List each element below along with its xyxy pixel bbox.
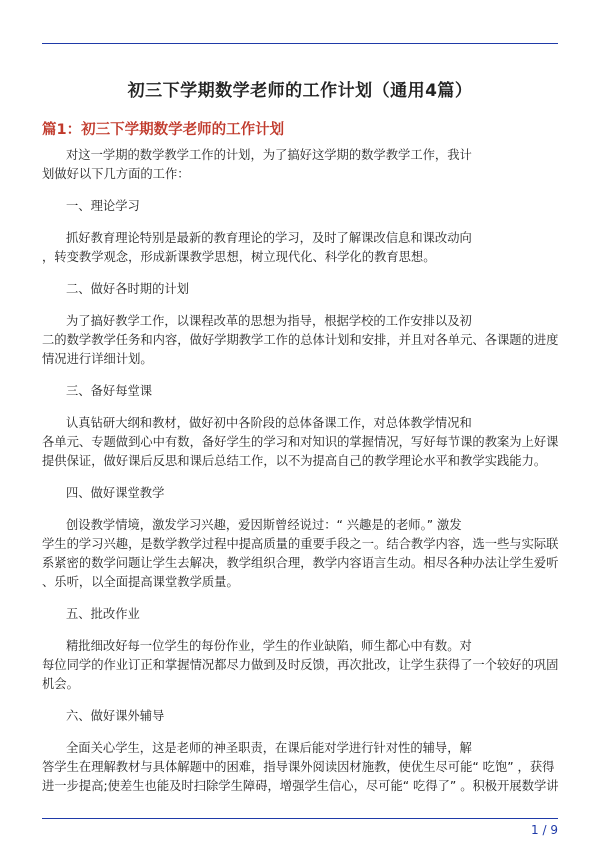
paragraph-line: 精批细改好每一位学生的每份作业，学生的作业缺陷，师生都心中有数。对 (66, 639, 472, 653)
paragraph-line: 为了搞好教学工作，以课程改革的思想为指导，根据学校的工作安排以及初 (66, 314, 472, 328)
paragraph (42, 229, 558, 267)
paragraph-line: 抓好教育理论特别是最新的教育理论的学习，及时了解课改信息和课改动向 (66, 231, 472, 245)
section-heading: 六、做好课外辅导 (66, 709, 165, 723)
paragraph-line: 、乐听，以全面提高课堂教学质量。 (42, 575, 239, 589)
footer-rule (42, 818, 558, 819)
paragraph (42, 146, 558, 184)
section-heading: 四、做好课堂教学 (66, 486, 165, 500)
paragraph-line: 全面关心学生，这是老师的神圣职责，在课后能对学进行针对性的辅导，解 (66, 741, 472, 755)
paragraph-line: 认真钻研大纲和教材，做好初中各阶段的总体备课工作，对总体教学情况和 (66, 416, 472, 430)
section-heading: 五、批改作业 (66, 607, 140, 621)
paragraph-line: 机会。 (42, 677, 79, 691)
paragraph-line: 提供保证，做好课后反思和课后总结工作，以不为提高自己的教学理论水平和教学实践能力。 (42, 454, 547, 468)
paragraph-line: 每位同学的作业订正和掌握情况都尽力做到及时反馈，再次批改，让学生获得了一个较好的巩固 (42, 658, 559, 672)
paragraph (42, 739, 558, 796)
paragraph (42, 414, 558, 471)
section-heading: 二、做好各时期的计划 (66, 282, 189, 296)
paragraph-line: 二的数学教学任务和内容，做好学期教学工作的总体计划和安排，并且对各单元、各课题的进度 (42, 333, 559, 347)
paragraph (42, 516, 558, 592)
paragraph-line: 进一步提高;使差生也能及时扫除学生障碍，增强学生信心，尽可能“ 吃得了” 。积极开展数学讲 (42, 779, 559, 793)
paragraph-line: 答学生在理解教材与具体解题中的困难，指导课外阅读因材施教，使优生尽可能“ 吃饱” ，获得 (42, 760, 555, 774)
document-body (42, 146, 558, 809)
paragraph-line: 对这一学期的数学教学工作的计划，为了搞好这学期的数学教学工作，我计 (66, 148, 472, 162)
paragraph-line: ，转变教学观念，形成新课教学思想，树立现代化、科学化的教育思想。 (42, 250, 436, 264)
section-heading: 三、备好每堂课 (66, 384, 153, 398)
paragraph-line: 情况进行详细计划。 (42, 352, 153, 366)
document-title: 初三下学期数学老师的工作计划（通用4篇） (127, 81, 473, 101)
page-number: 1 / 9 (531, 823, 558, 837)
section-heading: 一、理论学习 (66, 199, 140, 213)
paragraph-line: 学生的学习兴趣，是数学教学过程中提高质量的重要手段之一。结合教学内容，选一些与实际联 (42, 537, 559, 551)
paragraph (42, 312, 558, 369)
section-title: 篇1：初三下学期数学老师的工作计划 (42, 122, 285, 138)
paragraph-line: 系紧密的数学问题让学生去解决，教学组织合理，教学内容语言生动。相尽各种办法让学生爱听 (42, 556, 559, 570)
paragraph (42, 637, 558, 694)
paragraph-line: 各单元、专题做到心中有数，备好学生的学习和对知识的掌握情况，写好每节课的教案为上好课 (42, 435, 559, 449)
paragraph-line: 创设教学情境，激发学习兴趣，爱因斯曾经说过：“ 兴趣是的老师。” 激发 (66, 518, 462, 532)
header-rule (42, 43, 558, 44)
paragraph-line: 划做好以下几方面的工作： (42, 167, 190, 181)
